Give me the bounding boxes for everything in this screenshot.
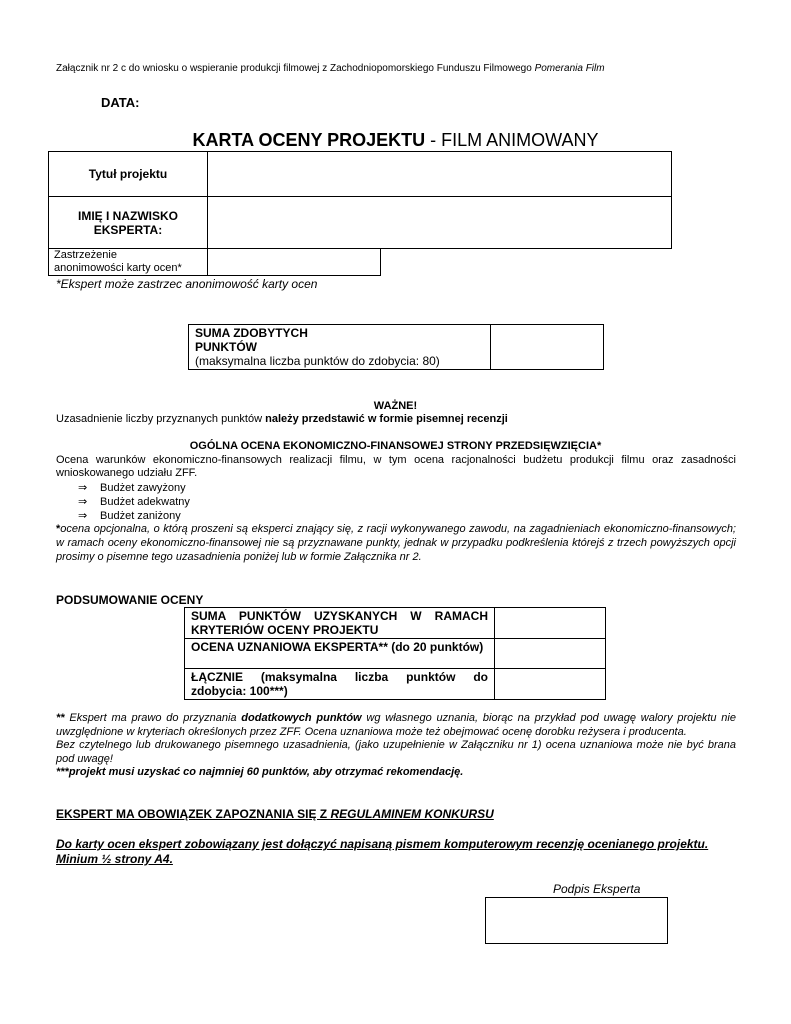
anonymity-spacer xyxy=(381,249,672,276)
date-label: DATA: xyxy=(101,95,140,110)
anonymity-row xyxy=(49,249,672,276)
anonymity-field[interactable] xyxy=(208,249,381,276)
points-sum-label-line3: (maksymalna liczba punktów do zdobycia: 80) xyxy=(195,354,440,368)
attachment-note xyxy=(56,63,605,74)
budget-option-understated[interactable] xyxy=(78,509,181,522)
points-sum-field[interactable] xyxy=(491,325,604,370)
expert-name-label-line1: IMIĘ I NAZWISKO xyxy=(78,208,178,223)
points-sum-label xyxy=(189,325,491,370)
footnote-text: ocena opcjonalna, o którą proszeni są eksperci znający się, z racji wykonywanego zawodu, na zagadnieniach ekonomiczno-finansowych; w ramach oceny ekonomiczno-finansowej nie są przyznawane punkty, jednak w przypadku podkreślenia którejś z trzech powyższych opcji prosimy o pisemne tego uzasadnienia poniżej lub w formie Załącznika nr 2. xyxy=(56,523,736,563)
signature-label: Podpis Eksperta xyxy=(553,882,641,896)
points-sum-table xyxy=(188,324,604,370)
page-title-bold: KARTA OCENY PROJEKTU xyxy=(192,130,426,150)
summary-criteria-label: SUMA PUNKTÓW UZYSKANYCH W RAMACH KRYTERIÓW OCENY PROJEKTU xyxy=(185,608,495,639)
implies-arrow-icon: ⇒ xyxy=(78,496,88,508)
footnote-star: * xyxy=(56,523,61,535)
summary-footnotes xyxy=(56,712,736,780)
page-title-rest: - FILM ANIMOWANY xyxy=(425,130,599,150)
summary-discretionary-field[interactable] xyxy=(495,639,606,669)
summary-criteria-field[interactable] xyxy=(495,608,606,639)
summary-row-total xyxy=(185,669,606,700)
implies-arrow-icon: ⇒ xyxy=(78,482,88,494)
attachment-note-text: Załącznik nr 2 c do wniosku o wspieranie produkcji filmowej z Zachodniopomorskiego Funduszu Filmowego xyxy=(56,63,535,74)
review-requirement-note: Do karty ocen ekspert zobowiązany jest dołączyć napisaną pismem komputerowym recenzję ocenianego projektu. Minium ½ strony A4. xyxy=(56,837,709,866)
expert-name-label xyxy=(49,197,208,249)
anonymity-note: *Ekspert może zastrzec anonimowość karty ocen xyxy=(56,277,318,291)
project-title-field[interactable] xyxy=(208,152,672,197)
budget-option-adequate[interactable] xyxy=(78,495,190,508)
budget-option-label: Budżet zaniżony xyxy=(100,510,181,522)
footnote-2: Bez czytelnego lub drukowanego pisemnego uzasadnienia, (jako uzupełnienie w Załączniku nr 1) ocena uznaniowa może nie być brana pod uwagę! xyxy=(56,739,736,765)
anonymity-label xyxy=(49,249,208,276)
summary-table xyxy=(184,607,606,700)
budget-option-overstated[interactable] xyxy=(78,481,186,494)
summary-heading: PODSUMOWANIE OCENY xyxy=(56,593,204,607)
economic-assessment-heading: OGÓLNA OCENA EKONOMICZNO-FINANSOWEJ STRONY PRZEDSIĘWZIĘCIA* xyxy=(189,440,602,452)
project-title-row xyxy=(49,152,672,197)
expert-name-row xyxy=(49,197,672,249)
footnote-1b: dodatkowych punktów xyxy=(241,712,362,724)
expert-name-field[interactable] xyxy=(208,197,672,249)
signature-box[interactable] xyxy=(485,897,668,944)
regulation-obligation xyxy=(56,807,494,821)
important-heading: WAŻNE! xyxy=(373,400,418,412)
points-sum-row xyxy=(189,325,604,370)
implies-arrow-icon: ⇒ xyxy=(78,510,88,522)
summary-total-field[interactable] xyxy=(495,669,606,700)
footnote-double-star: ** xyxy=(56,712,65,724)
attachment-note-fund: Pomerania Film xyxy=(534,63,605,74)
regulation-obligation-text: EKSPERT MA OBOWIĄZEK ZAPOZNANIA SIĘ Z xyxy=(56,807,331,821)
expert-name-label-line2: EKSPERTA: xyxy=(93,222,163,237)
optional-assessment-footnote xyxy=(56,522,736,564)
justification-note-bold: należy przedstawić w formie pisemnej recenzji xyxy=(265,413,508,425)
budget-option-label: Budżet adekwatny xyxy=(100,496,190,508)
economic-assessment-text: Ocena warunków ekonomiczno-finansowych realizacji filmu, w tym ocena racjonalności budżetu produkcji filmu oraz zasadności wnioskowanego udziału ZFF. xyxy=(56,454,736,479)
footnote-3: ***projekt musi uzyskać co najmniej 60 punktów, aby otrzymać rekomendację. xyxy=(56,766,464,778)
summary-row-discretionary xyxy=(185,639,606,669)
summary-total-label: ŁĄCZNIE (maksymalna liczba punktów do zdobycia: 100***) xyxy=(185,669,495,700)
summary-discretionary-label: OCENA UZNANIOWA EKSPERTA** (do 20 punktów) xyxy=(185,639,495,669)
regulation-obligation-italic: REGULAMINEM KONKURSU xyxy=(330,807,494,821)
anonymity-label-line1: Zastrzeżenie xyxy=(54,249,117,261)
points-sum-label-line2: PUNKTÓW xyxy=(195,340,257,354)
justification-note-text: Uzasadnienie liczby przyznanych punktów xyxy=(56,413,266,425)
page-title xyxy=(0,130,791,151)
points-sum-label-line1: SUMA ZDOBYTYCH xyxy=(195,326,308,340)
justification-note xyxy=(56,413,508,425)
summary-row-criteria xyxy=(185,608,606,639)
footnote-1a: Ekspert ma prawo do przyznania xyxy=(64,712,242,724)
budget-option-label: Budżet zawyżony xyxy=(100,482,186,494)
project-info-table xyxy=(48,151,672,276)
footnote-1c: wg własnego uznania, biorąc na przykład pod uwagę walory projektu nie uwzględnione w kryteriach określonych przez ZFF. Ocena uznaniowa może też obejmować ocenę dorobku reżysera i producenta. xyxy=(56,712,736,738)
anonymity-label-line2: anonimowości karty ocen* xyxy=(54,262,182,274)
project-title-label: Tytuł projektu xyxy=(49,152,208,197)
